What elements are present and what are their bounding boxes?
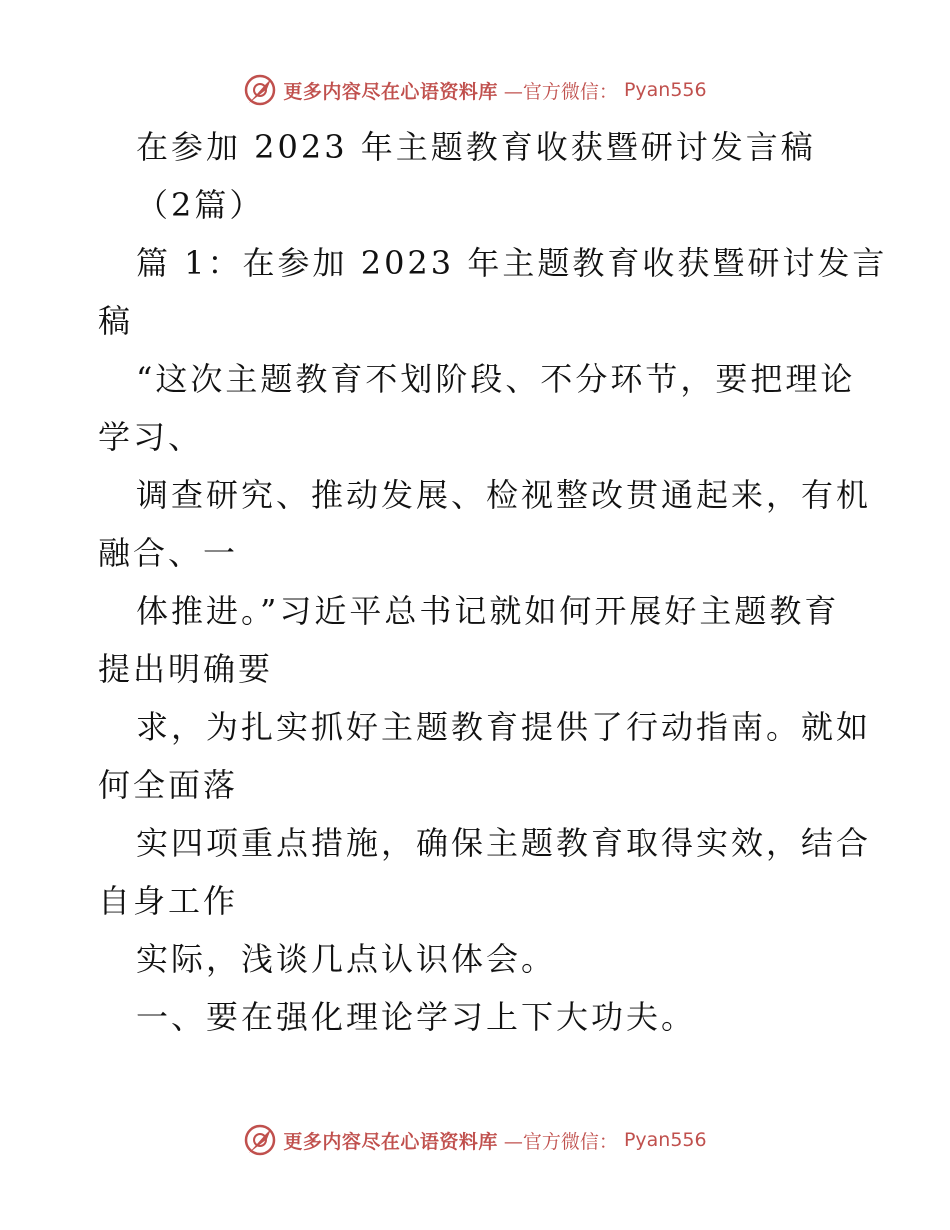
paragraph-line: 自身工作 — [98, 882, 239, 920]
subheading-line: 一、要在强化理论学习上下大功夫。 — [136, 998, 697, 1036]
section-heading-line-1: 篇 1：在参加 2023 年主题教育收获暨研讨发言 — [136, 244, 888, 282]
banner-text: 更多内容尽在心语资料库 — [283, 80, 498, 103]
banner-account: Pyan556 — [623, 79, 707, 101]
section-heading-line-2: 稿 — [98, 302, 134, 340]
paragraph-line: 学习、 — [98, 418, 204, 456]
paragraph-line: 实际，浅谈几点认识体会。 — [136, 940, 557, 978]
paragraph-line: 何全面落 — [98, 766, 239, 804]
paragraph-line: 调查研究、推动发展、检视整改贯通起来，有机 — [136, 476, 872, 514]
quill-logo-icon — [243, 73, 277, 107]
paragraph-line: “这次主题教育不划阶段、不分环节，要把理论 — [136, 360, 856, 398]
doc-title-line-2: （2篇） — [136, 186, 265, 224]
document-body — [98, 118, 888, 1046]
banner-separator: —官方微信： — [503, 80, 618, 103]
doc-title-line-1: 在参加 2023 年主题教育收获暨研讨发言稿 — [136, 128, 816, 166]
paragraph-line: 求，为扎实抓好主题教育提供了行动指南。就如 — [136, 708, 872, 746]
quill-logo-icon — [243, 1123, 277, 1157]
banner-separator: —官方微信： — [503, 1130, 618, 1153]
paragraph-line: 融合、一 — [98, 534, 239, 572]
paragraph-line: 提出明确要 — [98, 650, 274, 688]
paragraph-line: 体推进。”习近平总书记就如何开展好主题教育 — [136, 592, 840, 630]
paragraph-line: 实四项重点措施，确保主题教育取得实效，结合 — [136, 824, 872, 862]
banner-text: 更多内容尽在心语资料库 — [283, 1130, 498, 1153]
footer-watermark-banner — [0, 1120, 950, 1160]
header-watermark-banner — [0, 70, 950, 110]
banner-account: Pyan556 — [623, 1129, 707, 1151]
